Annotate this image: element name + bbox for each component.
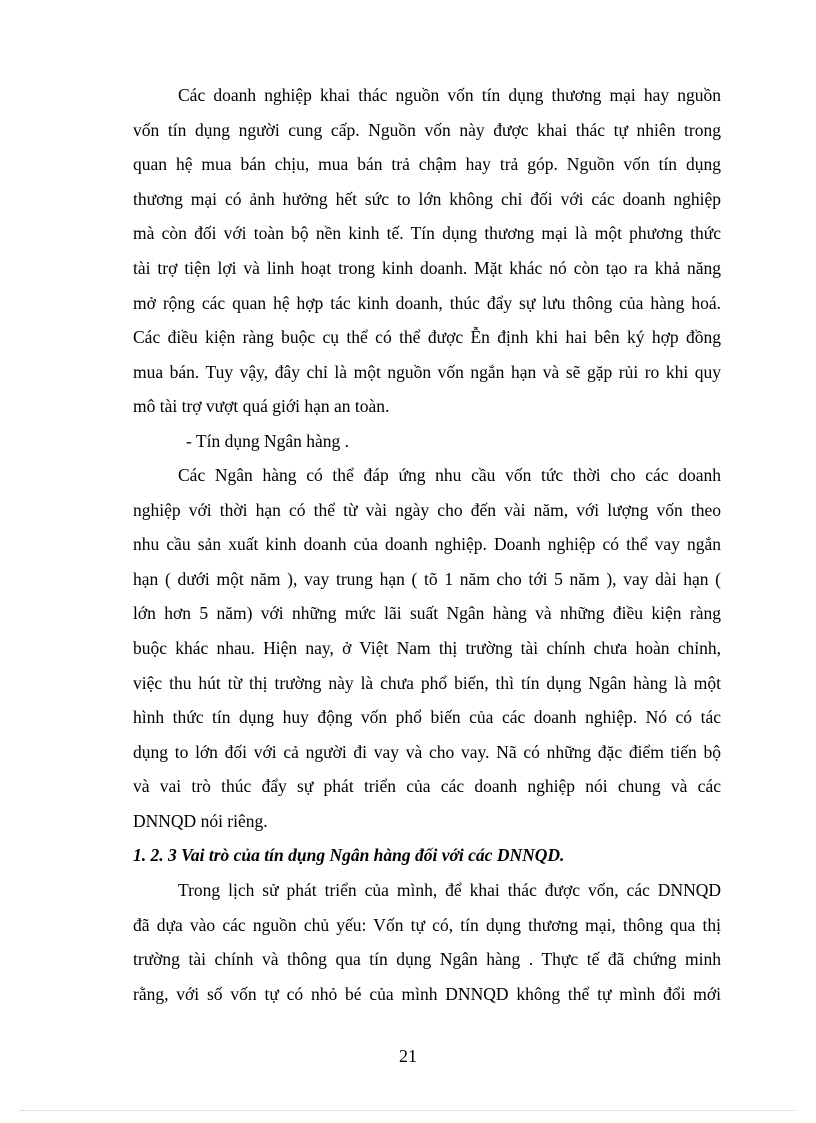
bullet-bank-credit: - Tín dụng Ngân hàng . <box>186 431 349 451</box>
paragraph-line: dụng to lớn đối với cả người đi vay và cho vay. Nã có những đặc điểm tiến bộ <box>133 741 721 762</box>
paragraph-line: buộc khác nhau. Hiện nay, ở Việt Nam thị trường tài chính chưa hoàn chỉnh, <box>133 637 721 658</box>
paragraph-line: tài trợ tiện lợi và linh hoạt trong kinh doanh. Mặt khác nó còn tạo ra khả năng <box>133 257 721 278</box>
paragraph-line: quan hệ mua bán chịu, mua bán trả chậm hay trả góp. Nguồn vốn tín dụng <box>133 154 721 175</box>
paragraph-line: rằng, với số vốn tự có nhỏ bé của mình DNNQD không thể tự mình đổi mới <box>133 983 721 1004</box>
paragraph-line: lớn hơn 5 năm) với những mức lãi suất Ngân hàng và những điều kiện ràng <box>133 603 721 624</box>
paragraph-role <box>133 873 721 1011</box>
paragraph-line: đã dựa vào các nguồn chủ yếu: Vốn tự có, tín dụng thương mại, thông qua thị <box>133 914 721 935</box>
paragraph-line: mà còn đối với toàn bộ nền kinh tế. Tín dụng thương mại là một phương thức <box>133 223 721 244</box>
paragraph-line: vốn tín dụng người cung cấp. Nguồn vốn này được khai thác tự nhiên trong <box>133 119 721 140</box>
paragraph-line: DNNQD nói riêng. <box>133 810 268 831</box>
section-heading: 1. 2. 3 Vai trò của tín dụng Ngân hàng đối với các DNNQD. <box>133 845 565 865</box>
paragraph-line: mở rộng các quan hệ hợp tác kinh doanh, thúc đẩy sự lưu thông của hàng hoá. <box>133 292 721 313</box>
paragraph-line: trường tài chính và thông qua tín dụng Ngân hàng . Thực tế đã chứng minh <box>133 949 721 970</box>
paragraph-line: Các Ngân hàng có thể đáp ứng nhu cầu vốn tức thời cho các doanh <box>178 465 721 485</box>
paragraph-line: mô tài trợ vượt quá giới hạn an toàn. <box>133 396 390 417</box>
paragraph-line: và vai trò thúc đẩy sự phát triển của các doanh nghiệp nói chung và các <box>133 776 721 797</box>
paragraph-line: hình thức tín dụng huy động vốn phổ biến của các doanh nghiệp. Nó có tác <box>133 707 721 728</box>
paragraph-line: Các điều kiện ràng buộc cụ thể có thể được Ễn định khi hai bên ký hợp đồng <box>133 327 721 348</box>
paragraph-line: mua bán. Tuy vậy, đây chỉ là một nguồn vốn ngắn hạn và sẽ gặp rủi ro khi quy <box>133 361 721 382</box>
paragraph-bank-credit <box>133 458 721 839</box>
paragraph-line: nhu cầu sản xuất kinh doanh của doanh nghiệp. Doanh nghiệp có thể vay ngắn <box>133 534 721 555</box>
paragraph-line: Các doanh nghiệp khai thác nguồn vốn tín dụng thương mại hay nguồn <box>178 85 721 105</box>
paragraph-line: việc thu hút từ thị trường này là chưa phổ biến, thì tín dụng Ngân hàng là một <box>133 672 721 693</box>
paragraph-line: nghiệp với thời hạn có thể từ vài ngày cho đến vài năm, với lượng vốn theo <box>133 499 721 520</box>
paragraph-line: Trong lịch sử phát triển của mình, để khai thác được vốn, các DNNQD <box>178 880 721 900</box>
footer-divider <box>20 1110 796 1111</box>
paragraph-line: thương mại có ảnh hưởng hết sức to lớn không chỉ đối với các doanh nghiệp <box>133 188 721 209</box>
paragraph-line: hạn ( dưới một năm ), vay trung hạn ( tõ 1 năm cho tới 5 năm ), vay dài hạn ( <box>133 568 721 589</box>
page-number: 21 <box>399 1046 417 1066</box>
paragraph-trade-credit <box>133 78 721 424</box>
